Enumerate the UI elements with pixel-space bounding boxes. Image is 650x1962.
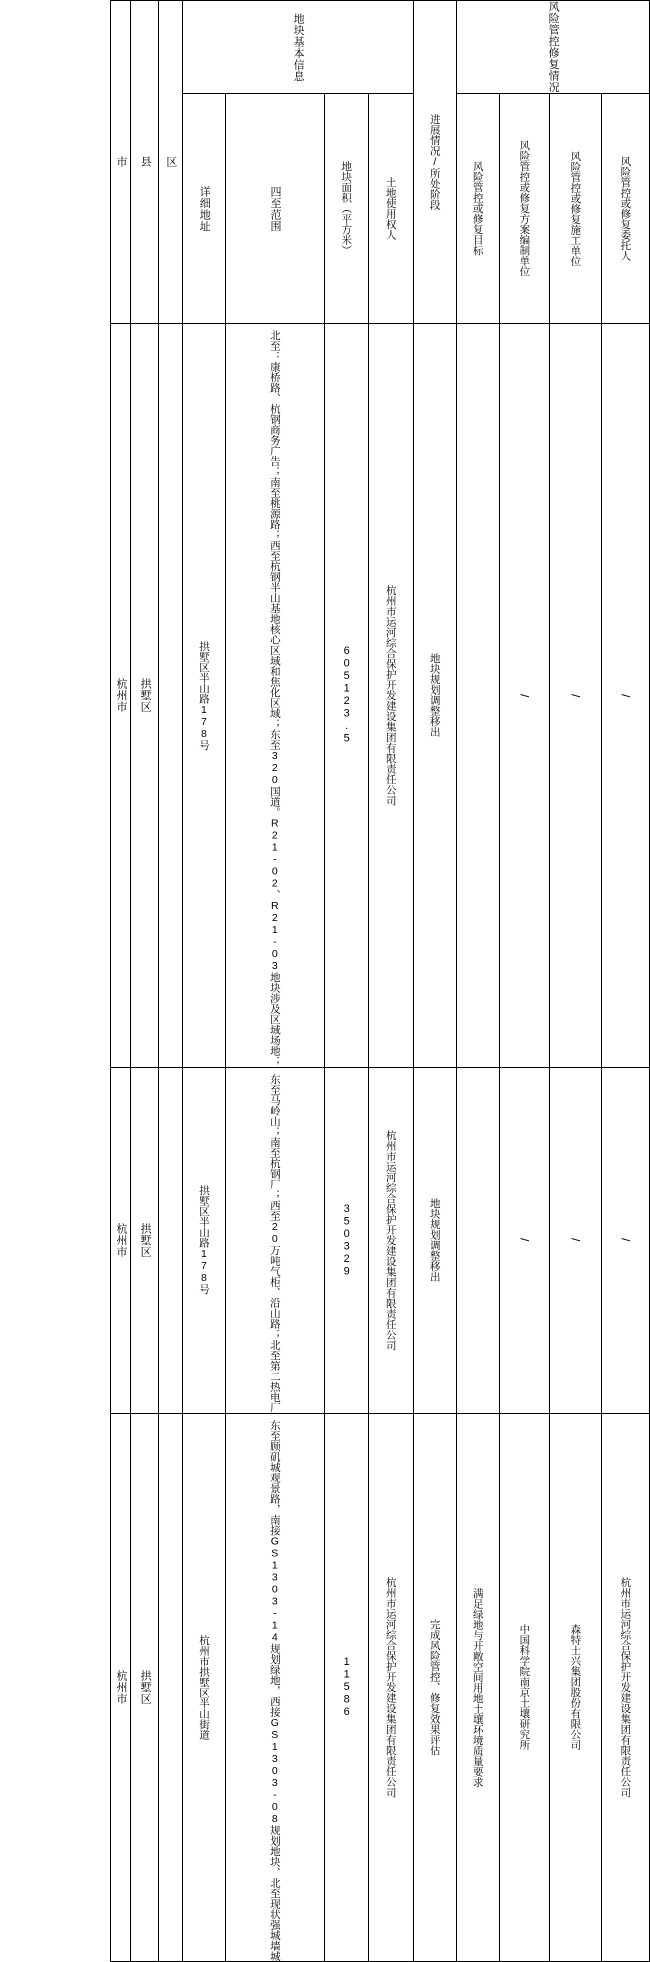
cell-stage	[413, 1067, 456, 1413]
cell-county	[131, 1413, 159, 1962]
cell-text-repair-unit: 森特士兴集团股份有限公司	[569, 1624, 582, 1751]
header-cell-area	[324, 94, 368, 324]
group-header-risk-control-label: 风险管控修复情况	[547, 1, 560, 93]
header-cell-land-user	[368, 94, 413, 324]
cell-goal	[456, 1067, 499, 1413]
cell-address	[182, 1067, 225, 1413]
header-cell-county	[131, 1, 159, 324]
cell-district	[159, 1413, 183, 1962]
cell-goal	[456, 1413, 499, 1962]
cell-text-stage: 地块规划调整移出	[428, 1198, 441, 1282]
cell-city	[111, 1413, 131, 1962]
header-cell-stage	[413, 1, 456, 324]
cell-text-plan-unit: /	[517, 1238, 532, 1242]
cell-text-county: 拱墅区	[139, 1670, 152, 1705]
cell-plan-unit	[499, 1413, 549, 1962]
land-parcel-table	[110, 0, 650, 1962]
cell-goal	[456, 324, 499, 1068]
cell-text-city: 杭州市	[115, 1222, 128, 1258]
cell-text-boundary: 东至马岭山；南至杭钢厂；西至20万吨气柜、沿山路；北至第二热电厂	[268, 1073, 281, 1413]
cell-text-area: 605123.5	[340, 645, 353, 746]
cell-repair-unit	[550, 1413, 602, 1962]
header-label-address: 详细地址	[198, 185, 211, 232]
cell-area	[324, 1067, 368, 1413]
header-label-land-user: 土地使用权人	[384, 177, 397, 240]
cell-text-stage: 地块规划调整移出	[428, 653, 441, 738]
header-label-repair-unit: 风险管控或修复施工单位	[569, 150, 582, 267]
cell-text-trustee: 杭州市运河综合保护开发建设集团有限责任公司	[619, 1577, 632, 1798]
cell-text-goal: 满足绿地与开敞空间用地土壤环境质量要求	[471, 1587, 484, 1787]
group-header-risk-control	[456, 1, 649, 94]
cell-text-trustee: /	[618, 1238, 633, 1242]
cell-county	[131, 324, 159, 1068]
cell-text-plan-unit: 中国科学院南京土壤研究所	[518, 1624, 531, 1751]
header-label-goal: 风险管控或修复目标	[471, 161, 484, 256]
table-row	[111, 1413, 650, 1962]
cell-text-address: 拱墅区半山路178号	[197, 640, 210, 750]
header-cell-address	[182, 94, 225, 324]
header-label-trustee: 风险管控或修复委托人	[619, 156, 632, 261]
cell-text-area: 350329	[340, 1202, 353, 1278]
header-label-city: 市	[115, 156, 128, 168]
cell-text-county: 拱墅区	[139, 1222, 152, 1258]
cell-text-repair-unit: /	[568, 693, 583, 697]
cell-text-county: 拱墅区	[139, 678, 152, 713]
cell-land-user	[368, 1413, 413, 1962]
cell-text-city: 杭州市	[115, 678, 128, 713]
header-cell-repair-unit	[550, 94, 602, 324]
cell-text-plan-unit: /	[517, 693, 532, 697]
cell-boundary	[225, 1067, 324, 1413]
cell-plan-unit	[499, 1067, 549, 1413]
cell-district	[159, 1067, 183, 1413]
cell-district	[159, 324, 183, 1068]
cell-text-city: 杭州市	[115, 1670, 128, 1705]
cell-text-trustee: /	[618, 693, 633, 697]
cell-repair-unit	[550, 1067, 602, 1413]
header-label-plan-unit: 风险管控或修复方案编制单位	[518, 140, 531, 277]
cell-area	[324, 1413, 368, 1962]
header-label-area: 地块面积（平方米）	[340, 161, 353, 256]
cell-text-boundary: 东至顾矶城观景路，南接GS1303-14规划绿地，西接GS1303-08规划地块、北至现状强城墙城	[268, 1419, 281, 1961]
header-label-district: 区	[164, 156, 177, 168]
cell-trustee	[601, 324, 649, 1068]
header-label-stage: 进展情况/所处阶段	[428, 114, 441, 210]
table-sub-header-row	[111, 94, 650, 324]
cell-land-user	[368, 324, 413, 1068]
cell-plan-unit	[499, 324, 549, 1068]
cell-area	[324, 324, 368, 1068]
cell-county	[131, 1067, 159, 1413]
cell-boundary	[225, 1413, 324, 1962]
table-row	[111, 324, 650, 1068]
cell-text-address: 杭州市拱墅区半山街道	[197, 1634, 210, 1740]
cell-address	[182, 324, 225, 1068]
cell-repair-unit	[550, 324, 602, 1068]
cell-trustee	[601, 1413, 649, 1962]
header-cell-boundary	[225, 94, 324, 324]
cell-address	[182, 1413, 225, 1962]
cell-text-stage: 完成风险管控、修复效果评估	[428, 1619, 441, 1756]
cell-city	[111, 1067, 131, 1413]
header-label-county: 县	[139, 156, 152, 168]
cell-city	[111, 324, 131, 1068]
cell-text-land-user: 杭州市运河综合保护开发建设集团有限责任公司	[384, 1577, 397, 1798]
cell-text-address: 拱墅区半山路178号	[197, 1185, 210, 1295]
header-cell-plan-unit	[499, 94, 549, 324]
cell-text-land-user: 杭州市运河综合保护开发建设集团有限责任公司	[384, 1129, 397, 1351]
header-cell-district	[159, 1, 183, 324]
table-group-header-row	[111, 1, 650, 94]
cell-text-land-user: 杭州市运河综合保护开发建设集团有限责任公司	[384, 585, 397, 806]
cell-boundary	[225, 324, 324, 1068]
cell-trustee	[601, 1067, 649, 1413]
cell-land-user	[368, 1067, 413, 1413]
cell-text-area: 11586	[340, 1656, 353, 1719]
table-row	[111, 1067, 650, 1413]
header-cell-trustee	[601, 94, 649, 324]
header-cell-city	[111, 1, 131, 324]
header-label-boundary: 四至范围	[269, 185, 282, 232]
cell-stage	[413, 324, 456, 1068]
group-header-land-info-label: 地块基本信息	[292, 12, 305, 82]
cell-text-boundary: 北至：康桥路、杭钢商务广告；南至桃源路；西至杭钢半山基地核心区域和焦化区域；东至320国道。R21-02、R21-03地块涉及区域场地；	[268, 330, 281, 1067]
header-cell-goal	[456, 94, 499, 324]
cell-text-repair-unit: /	[568, 1238, 583, 1242]
group-header-land-info	[182, 1, 413, 94]
cell-stage	[413, 1413, 456, 1962]
